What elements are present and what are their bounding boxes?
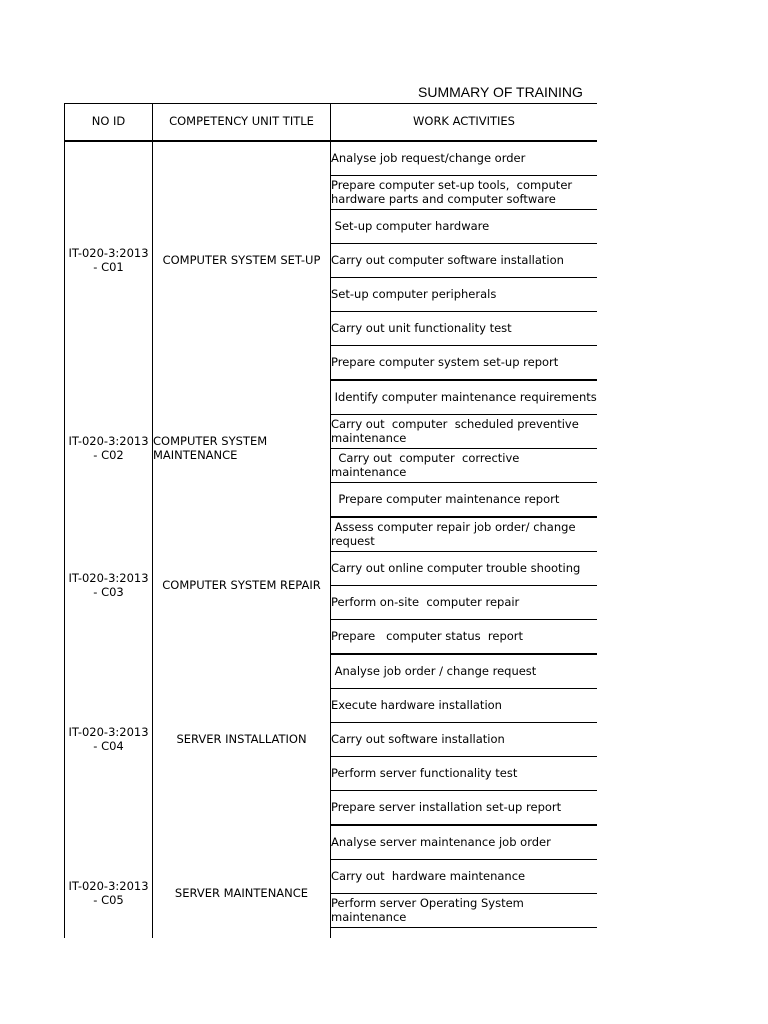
unit-title-cell: [153, 380, 331, 517]
training-summary-table: [64, 103, 597, 938]
work-activity: Assess computer repair job order/ change request: [331, 517, 598, 552]
work-activity: Carry out unit functionality test: [331, 312, 598, 346]
unit-title: COMPUTER SYSTEM SET-UP: [162, 253, 321, 268]
work-activity: [331, 928, 598, 939]
unit-title: COMPUTER SYSTEM MAINTENANCE: [153, 433, 268, 462]
work-activity: Set-up computer hardware: [331, 210, 598, 244]
work-activity: Carry out computer scheduled preventive maintenance: [331, 415, 598, 449]
work-activity: Prepare computer set-up tools, computer hardware parts and computer software: [331, 176, 598, 210]
work-activity: Perform server Operating System maintenance: [331, 894, 598, 928]
training-summary-frame: [64, 103, 597, 938]
work-activity: Carry out computer corrective maintenance: [331, 449, 598, 483]
work-activity: Analyse server maintenance job order: [331, 825, 598, 860]
work-activity: Perform on-site computer repair: [331, 586, 598, 620]
unit-id-cell: [65, 380, 153, 517]
unit-id-cell: [65, 141, 153, 380]
document-title: SUMMARY OF TRAINING: [418, 84, 583, 100]
work-activity: Carry out hardware maintenance: [331, 860, 598, 894]
work-activity: Perform server functionality test: [331, 757, 598, 791]
unit-id: IT-020-3:2013 - C03: [68, 570, 149, 599]
units-body: [65, 141, 598, 938]
table-row: [65, 825, 598, 860]
unit-id: IT-020-3:2013 - C04: [68, 724, 149, 753]
table-row: [65, 517, 598, 552]
table-row: [65, 380, 598, 415]
header-row: [65, 104, 598, 142]
unit-id-cell: [65, 517, 153, 654]
work-activity: Analyse job order / change request: [331, 654, 598, 689]
unit-title-cell: [153, 654, 331, 825]
work-activity: Prepare computer status report: [331, 620, 598, 655]
work-activity: Identify computer maintenance requirements: [331, 380, 598, 415]
work-activity: Set-up computer peripherals: [331, 278, 598, 312]
unit-id-cell: [65, 825, 153, 938]
header-work-activities: WORK ACTIVITIES: [331, 104, 598, 142]
unit-id: IT-020-3:2013 - C05: [68, 878, 149, 907]
unit-title: COMPUTER SYSTEM REPAIR: [162, 577, 321, 592]
work-activity: Prepare server installation set-up report: [331, 791, 598, 826]
work-activity: Analyse job request/change order: [331, 141, 598, 176]
unit-id: IT-020-3:2013 - C01: [68, 246, 149, 274]
unit-title-cell: [153, 517, 331, 654]
header-competency-unit-title: COMPETENCY UNIT TITLE: [153, 104, 331, 142]
work-activity: Carry out online computer trouble shooting: [331, 552, 598, 586]
unit-title: SERVER INSTALLATION: [176, 731, 307, 746]
unit-id: IT-020-3:2013 - C02: [68, 433, 149, 462]
unit-title: SERVER MAINTENANCE: [174, 885, 309, 900]
unit-id-cell: [65, 654, 153, 825]
work-activity: Execute hardware installation: [331, 689, 598, 723]
unit-title-cell: [153, 141, 331, 380]
table-row: [65, 654, 598, 689]
work-activity: Prepare computer maintenance report: [331, 483, 598, 518]
unit-title-cell: [153, 825, 331, 938]
work-activity: Carry out software installation: [331, 723, 598, 757]
header-no-id: NO ID: [65, 104, 153, 142]
table-row: [65, 141, 598, 176]
work-activity: Carry out computer software installation: [331, 244, 598, 278]
work-activity: Prepare computer system set-up report: [331, 346, 598, 381]
